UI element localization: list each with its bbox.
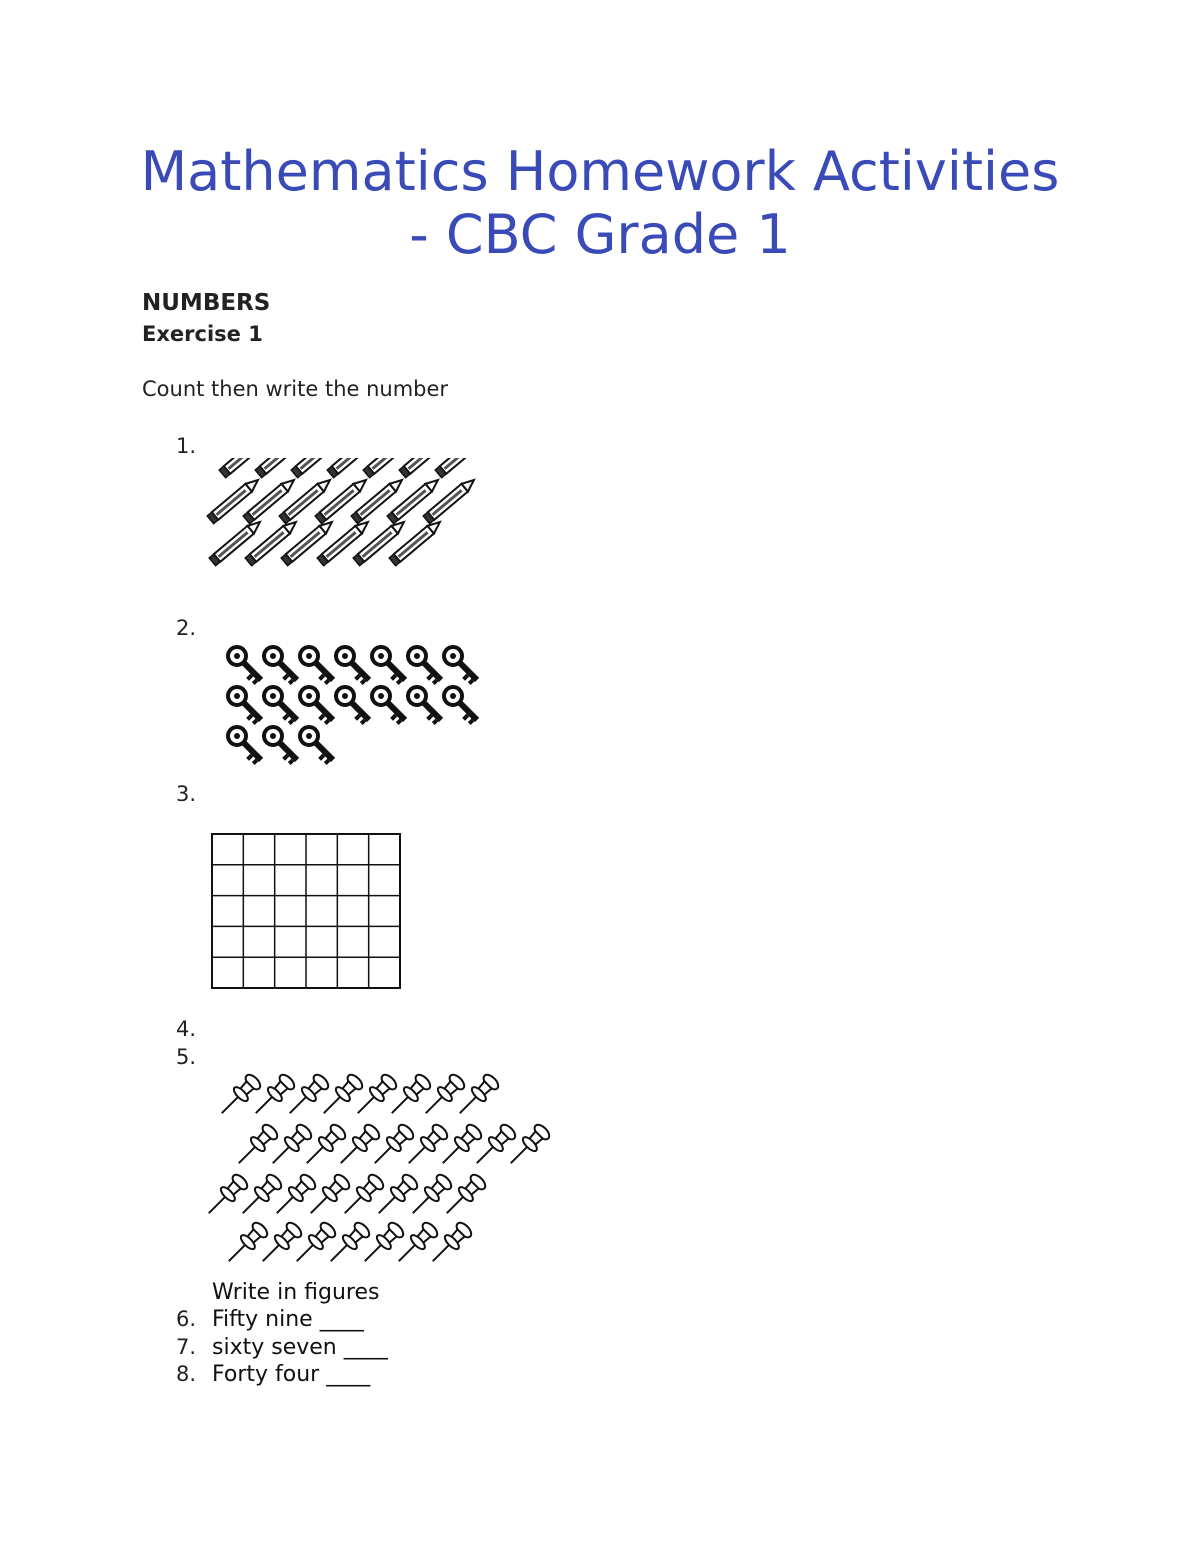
exercise-heading: Exercise 1 [142, 322, 263, 346]
key-icon [404, 683, 447, 726]
squares-grid-picture [210, 832, 404, 992]
key-icon [332, 683, 375, 726]
key-icon [296, 643, 339, 686]
item-number-1: 1. [176, 434, 197, 458]
item-number-3: 3. [176, 782, 197, 806]
key-icon [440, 643, 483, 686]
pencils-picture [205, 458, 495, 608]
write-item-6-text: Fifty nine ____ [212, 1307, 364, 1332]
write-item-7-text: sixty seven ____ [212, 1335, 388, 1360]
key-icon [368, 683, 411, 726]
write-in-figures-heading: Write in figures [212, 1280, 380, 1305]
write-item-8-text: Forty four ____ [212, 1362, 371, 1387]
item-number-2: 2. [176, 616, 197, 640]
key-icon [404, 643, 447, 686]
key-icon [332, 643, 375, 686]
key-icon [296, 723, 339, 766]
push-pins-picture [205, 1070, 560, 1285]
key-icon [260, 643, 303, 686]
key-icon [260, 723, 303, 766]
key-icon [296, 683, 339, 726]
pencil-icon [435, 458, 489, 478]
key-icon [224, 643, 267, 686]
key-icon [224, 683, 267, 726]
key-icon [260, 683, 303, 726]
item-number-4: 4. [176, 1017, 197, 1041]
section-heading: NUMBERS [142, 290, 271, 316]
item-number-8: 8. [176, 1362, 197, 1386]
key-icon [224, 723, 267, 766]
item-number-6: 6. [176, 1307, 197, 1331]
worksheet-title-line-2: - CBC Grade 1 [409, 203, 791, 266]
key-icon [368, 643, 411, 686]
worksheet-title-line-1: Mathematics Homework Activities [140, 140, 1060, 203]
item-number-5: 5. [176, 1045, 197, 1069]
key-icon [440, 683, 483, 726]
item-number-7: 7. [176, 1335, 197, 1359]
instruction-text: Count then write the number [142, 377, 449, 401]
keys-picture [215, 638, 495, 773]
